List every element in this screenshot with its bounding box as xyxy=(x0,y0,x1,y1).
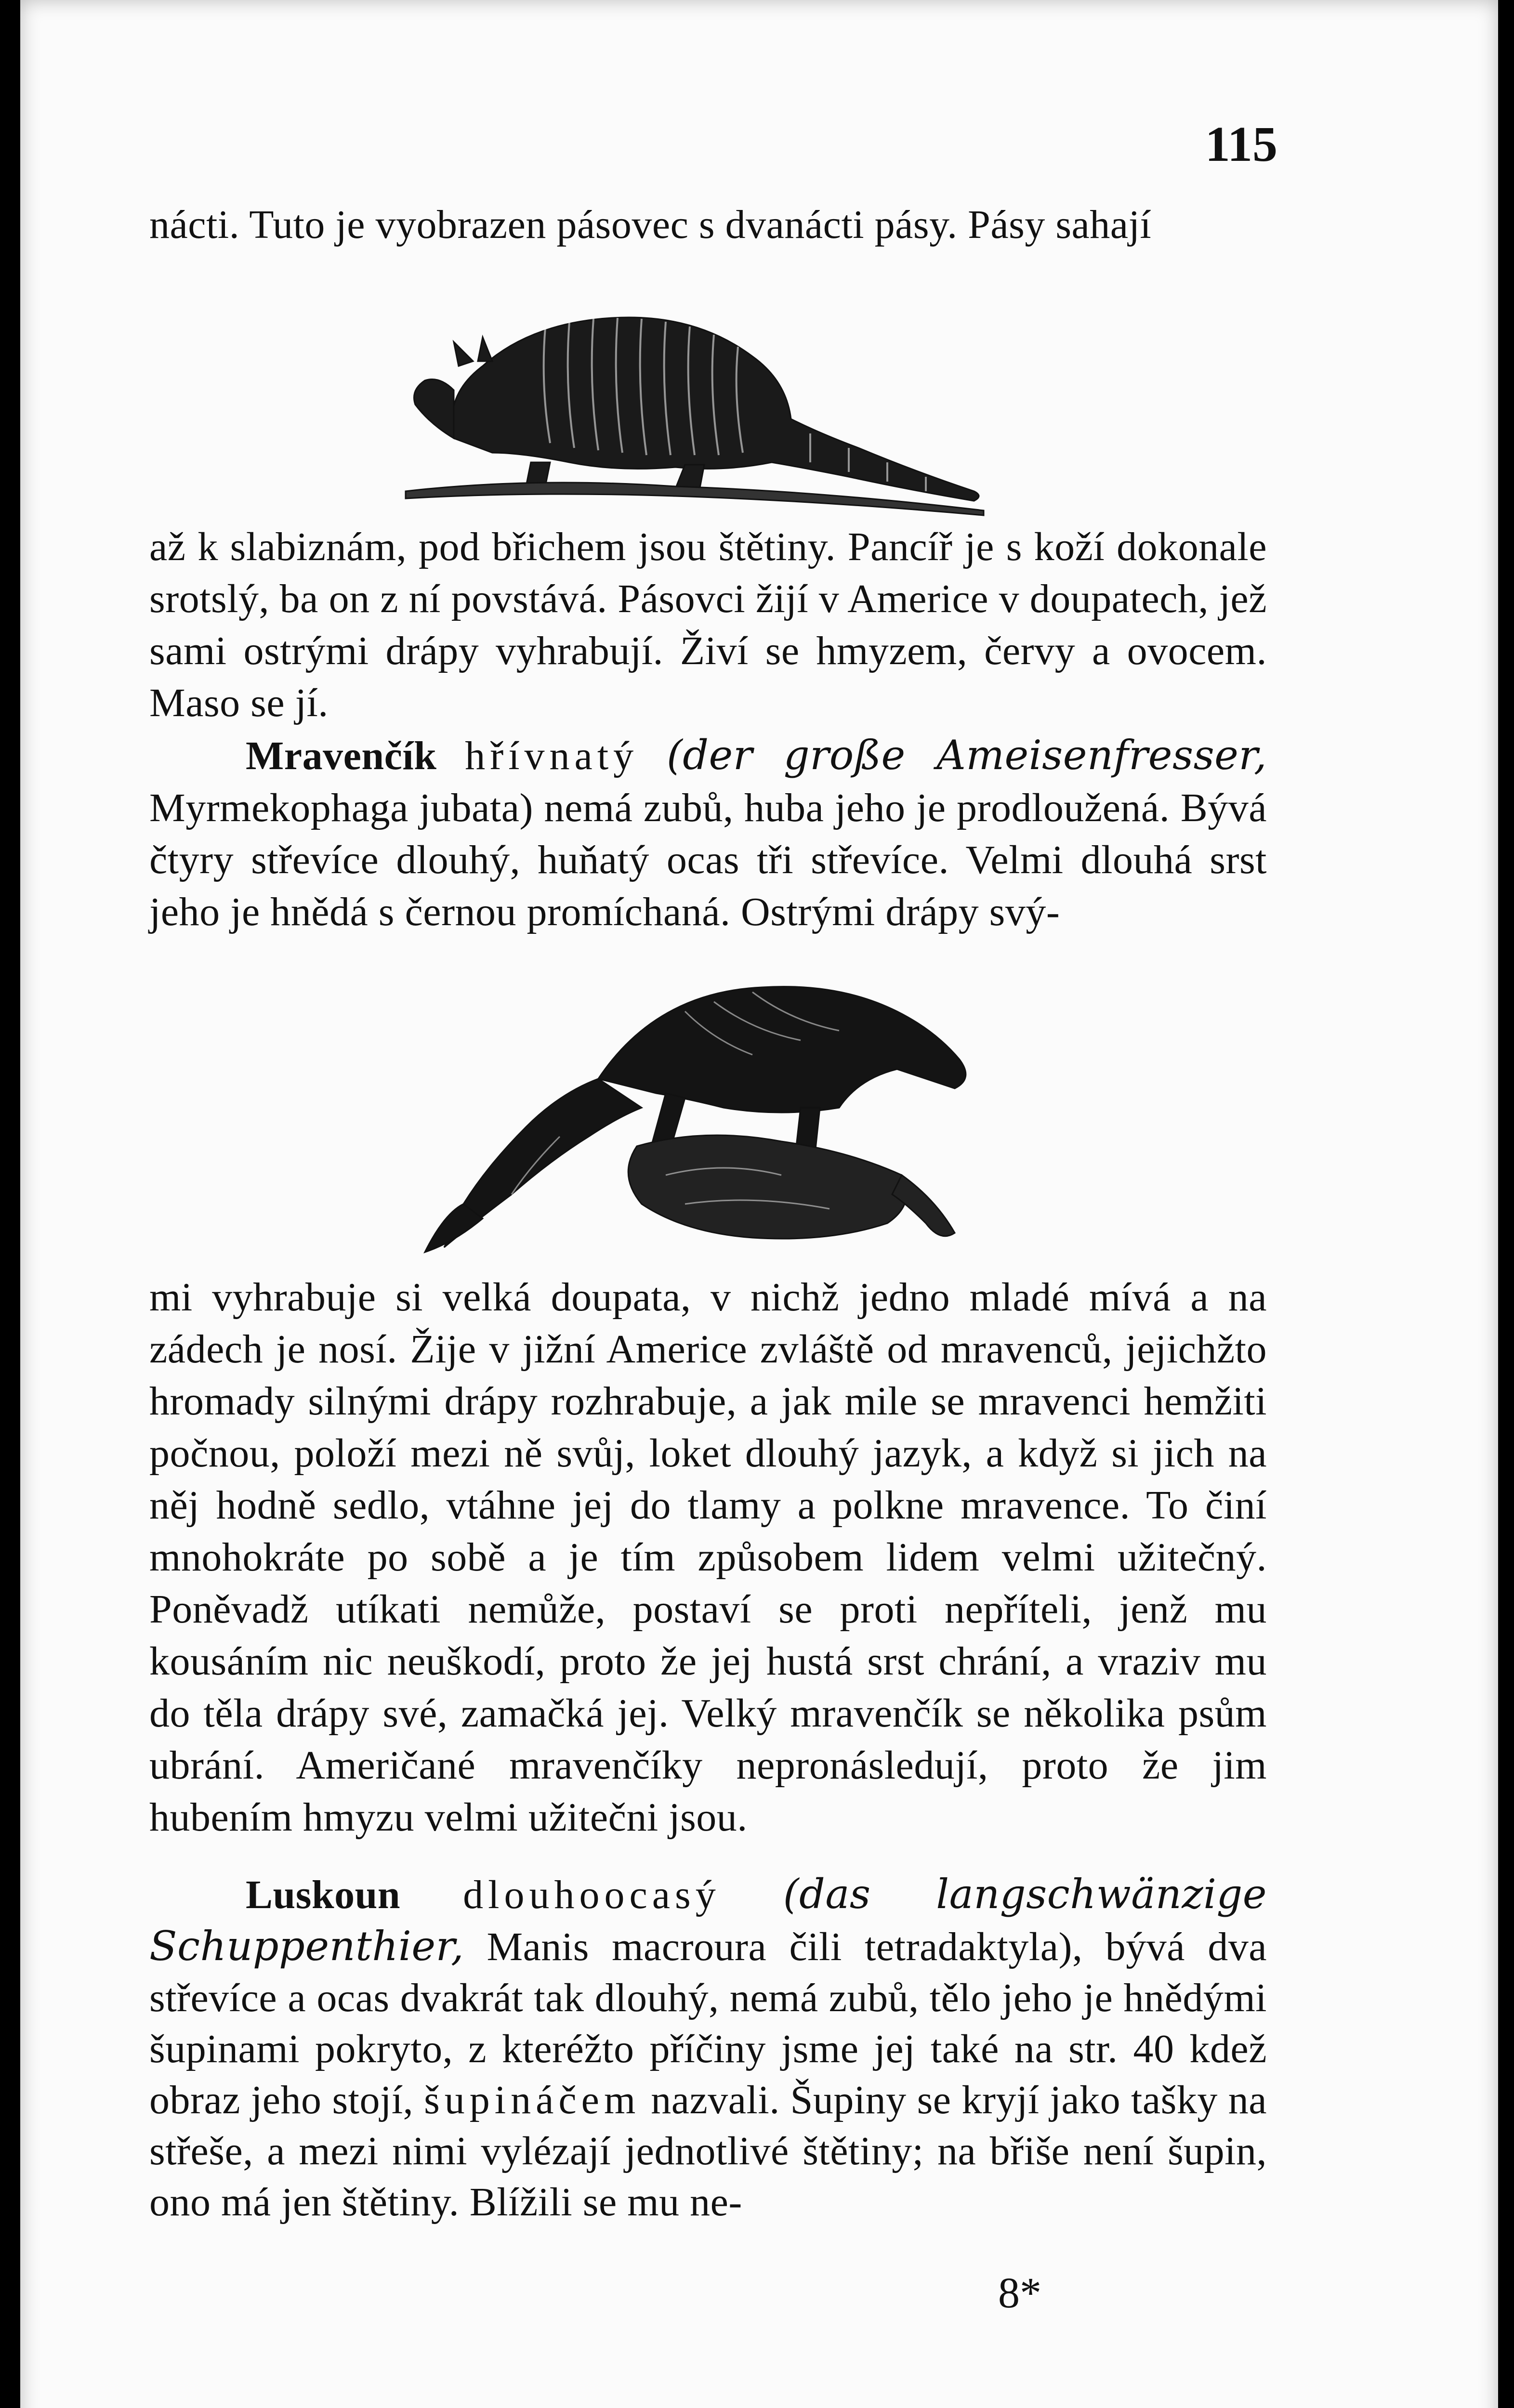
anteater-engraving-icon xyxy=(415,934,984,1262)
text-block-bottom xyxy=(149,1271,1267,1844)
armadillo-engraving-icon xyxy=(386,260,1013,520)
text-block-luskoun xyxy=(149,1869,1267,2228)
heading-mravencik: Mravenčík xyxy=(246,733,437,778)
paragraph-anteater xyxy=(149,729,1267,938)
german-name-mravencik: (der große Ameisenfresser, xyxy=(666,732,1267,779)
paragraph-anteater-body: Myrmekophaga jubata) nemá zubů, huba jeho je prodloužená. Bývá čtyry střevíce dlouhý, huňatý ocas tři střevíce. Velmi dlouhá srst jeho je hnědá s černou promíchaná. Ostrými drápy svý- xyxy=(149,785,1267,934)
paragraph-luskoun xyxy=(149,1869,1267,2228)
paragraph-armadillo: až k slabiznám, pod břichem jsou štětiny. Pancíř je s koží dokonale srotslý, ba on z ní povstává. Pásovci žijí v Americe v doupatech, jež sami ostrými drápy vyhrabují. Živí se hmyzem, červy a ovocem. Maso se jí. xyxy=(149,524,1267,725)
term-supinac: šupináčem xyxy=(424,2078,641,2122)
book-page xyxy=(20,0,1498,2408)
signature-mark: 8* xyxy=(998,2269,1041,2317)
paragraph-luskoun-body: Manis macroura čili tetradaktyla), bývá dva střevíce a ocas dvakrát tak dlouhý, nemá zubů, tělo jeho je hnědými šupinami pokryto, z kteréžto příčiny jsme jej také na str. 40 kdež obraz jeho stojí, xyxy=(149,1924,1267,2122)
page-number: 115 xyxy=(1205,117,1277,172)
german-name-luskoun: (das langschwänzige Schuppenthier, xyxy=(149,1871,1267,1970)
heading-luskoun: Luskoun xyxy=(246,1872,401,1917)
epithet-luskoun: dlouhoocasý xyxy=(463,1872,721,1917)
paragraph-line: nácti. Tuto je vyobrazen pásovec s dvanácti pásy. Pásy sahají xyxy=(149,202,1152,247)
paragraph-anteater-cont: mi vyhrabuje si velká doupata, v nichž jedno mladé mívá a na zádech je nosí. Žije v jižní Americe zvláště od mravenců, jejichžto hromady silnými drápy rozhrabuje, a jak mile se mravenci hemžiti počnou, položí mezi ně svůj, loket dlouhý jazyk, a když si jich na něj hodně sedlo, vtáhne jej do tlamy a polkne mravence. To činí mnohokráte po sobě a je tím způsobem lidem velmi užitečný. Poněvadž utíkati nemůže, postaví se proti nepříteli, jenž mu kousáním nic neuškodí, proto že jej hustá srst chrání, a vraziv mu do těla drápy své, zamačká jej. Velký mravenčík se několika psům ubrání. Američané mravenčíky nepronásledují, proto že jim hubením hmyzu velmi užitečni jsou. xyxy=(149,1275,1267,1840)
text-block-middle xyxy=(149,521,1267,938)
epithet-mravencik: hřívnatý xyxy=(465,733,639,778)
paragraph-luskoun-end: nazvali. Šupiny se kryjí jako tašky na střeše, a mezi nimi vylézají jednotlivé štětiny; na břiše není šupin, ono má jen štětiny. Blížili se mu ne- xyxy=(149,2078,1267,2225)
text-block-top xyxy=(149,198,1267,251)
